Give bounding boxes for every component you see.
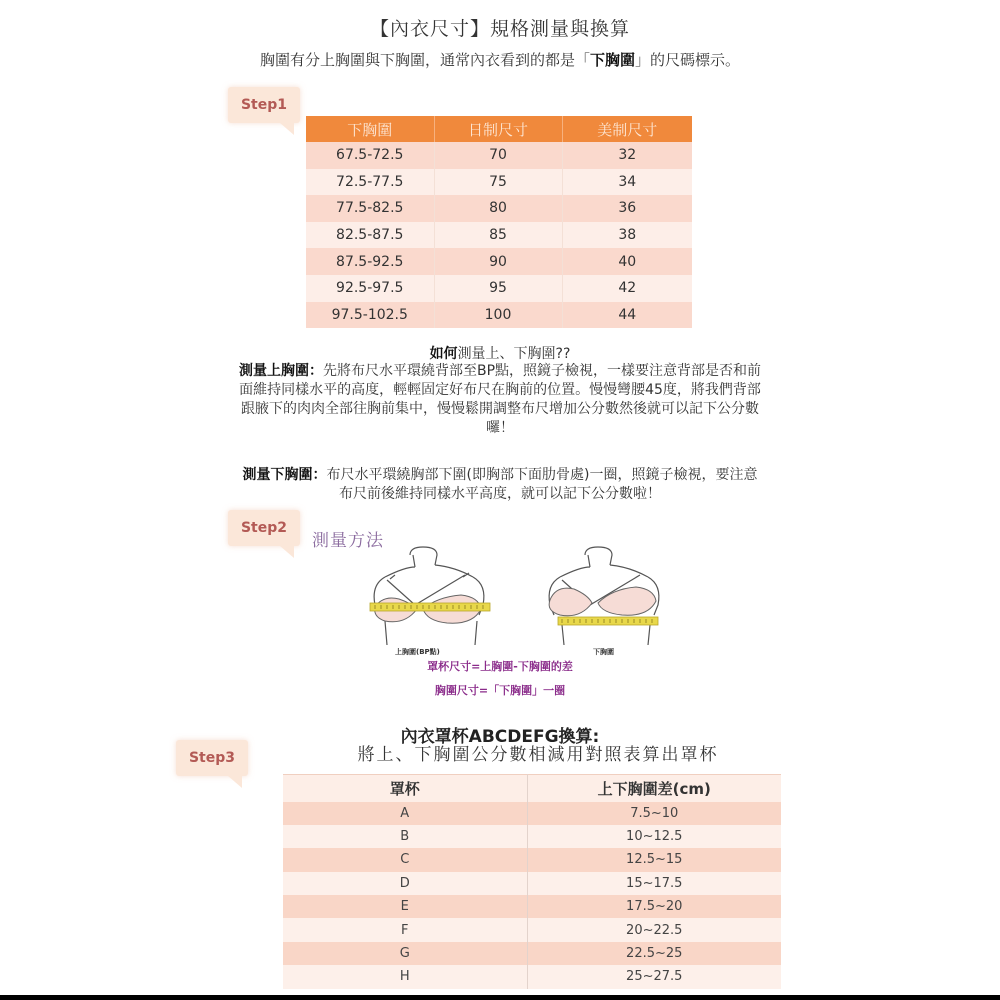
cup-conversion-subtitle: 將上、下胸圍公分數相減用對照表算出罩杯 xyxy=(357,745,719,765)
table-header-row xyxy=(306,116,692,142)
table-row xyxy=(283,918,781,941)
cell: 44 xyxy=(562,302,692,329)
upper-bust-text: 先將布尺水平環繞背部至BP點，照鏡子檢視，一樣要注意背部是否和前面維持同樣水平的高度，輕輕固定好布尺在胸前的位置。慢慢彎腰45度，將我們背部跟腋下的肉肉全部往胸前集中，慢慢鬆開調整布尺增加公分數然後就可以記下公分數囉！ xyxy=(239,363,762,436)
cell: 17.5~20 xyxy=(527,895,781,918)
under-bust-text: 布尺水平環繞胸部下圍(即胸部下面肋骨處)一圈，照鏡子檢視，要注意布尺前後維持同樣水平高度，就可以記下公分數啦！ xyxy=(326,467,758,502)
howto-title-rest: 測量上、下胸圍?? xyxy=(457,346,571,362)
table-row xyxy=(283,872,781,895)
intro-prefix: 胸圍有分上胸圍與下胸圍，通常內衣看到的都是「 xyxy=(259,51,590,69)
cell: 87.5-92.5 xyxy=(306,248,434,275)
step3-tag: Step3 xyxy=(176,740,248,776)
column-header-cup: 罩杯 xyxy=(283,775,527,802)
column-header-us-size: 美制尺寸 xyxy=(562,116,692,142)
under-bust-instructions xyxy=(236,466,764,504)
table-row xyxy=(283,848,781,871)
howto-title xyxy=(0,343,1000,363)
column-header-jp-size: 日制尺寸 xyxy=(434,116,562,142)
page-title: 【內衣尺寸】規格測量與換算 xyxy=(369,18,630,40)
band-size-formula: 胸圍尺寸=「下胸圍」一圈 xyxy=(434,684,566,697)
table-row xyxy=(283,965,781,988)
cell: C xyxy=(283,848,527,871)
table-row xyxy=(283,942,781,965)
upper-bust-caption: 上胸圍(BP點) xyxy=(395,648,440,656)
upper-bust-label: 測量上胸圍： xyxy=(238,363,323,379)
cell: 20~22.5 xyxy=(527,918,781,941)
intro-text xyxy=(230,50,770,71)
upper-bust-instructions xyxy=(236,362,764,438)
cell: 42 xyxy=(562,275,692,302)
cell: 77.5-82.5 xyxy=(306,195,434,222)
cell: 40 xyxy=(562,248,692,275)
cell: 36 xyxy=(562,195,692,222)
bust-upper-measure-illustration xyxy=(365,545,495,645)
method-label: 測量方法 xyxy=(312,531,384,551)
table-row xyxy=(283,895,781,918)
intro-suffix: 」的尺碼標示。 xyxy=(635,51,741,69)
cell: 32 xyxy=(562,142,692,169)
cell: 92.5-97.5 xyxy=(306,275,434,302)
table-row xyxy=(306,142,692,169)
column-header-underbust: 下胸圍 xyxy=(306,116,434,142)
cell: 72.5-77.5 xyxy=(306,169,434,196)
cell: D xyxy=(283,872,527,895)
step1-tag: Step1 xyxy=(228,87,300,123)
table-row xyxy=(306,275,692,302)
cell: 97.5-102.5 xyxy=(306,302,434,329)
cell: G xyxy=(283,942,527,965)
table-row xyxy=(283,802,781,825)
under-bust-label: 測量下胸圍： xyxy=(242,467,327,483)
table-row xyxy=(283,825,781,848)
cup-size-table xyxy=(283,774,781,989)
column-header-difference: 上下胸圍差(cm) xyxy=(527,775,781,802)
cell: 7.5~10 xyxy=(527,802,781,825)
cell: 10~12.5 xyxy=(527,825,781,848)
table-row xyxy=(306,302,692,329)
table-header-row xyxy=(283,775,781,802)
band-size-table xyxy=(306,116,692,328)
cell: 15~17.5 xyxy=(527,872,781,895)
intro-bold: 下胸圍 xyxy=(589,51,635,69)
cell: 67.5-72.5 xyxy=(306,142,434,169)
bust-lower-measure-illustration xyxy=(540,545,670,645)
cup-conversion-title: 內衣罩杯ABCDEFG換算: xyxy=(400,727,600,747)
cell: 22.5~25 xyxy=(527,942,781,965)
cell: 12.5~15 xyxy=(527,848,781,871)
cell: 70 xyxy=(434,142,562,169)
bottom-edge-bar xyxy=(0,995,1000,1000)
cell: 75 xyxy=(434,169,562,196)
cell: 82.5-87.5 xyxy=(306,222,434,249)
cell: H xyxy=(283,965,527,988)
cell: 100 xyxy=(434,302,562,329)
cell: 90 xyxy=(434,248,562,275)
table-row xyxy=(306,195,692,222)
cell: 85 xyxy=(434,222,562,249)
table-row xyxy=(306,169,692,196)
cell: 38 xyxy=(562,222,692,249)
cell: 25~27.5 xyxy=(527,965,781,988)
cell: 34 xyxy=(562,169,692,196)
step2-tag: Step2 xyxy=(228,510,300,546)
cell: F xyxy=(283,918,527,941)
table-row xyxy=(306,222,692,249)
cell: 95 xyxy=(434,275,562,302)
under-bust-caption: 下胸圍 xyxy=(593,648,614,656)
cell: 80 xyxy=(434,195,562,222)
cell: A xyxy=(283,802,527,825)
howto-title-bold: 如何 xyxy=(429,346,458,362)
table-row xyxy=(306,248,692,275)
cell: B xyxy=(283,825,527,848)
cell: E xyxy=(283,895,527,918)
cup-size-formula: 罩杯尺寸=上胸圍-下胸圍的差 xyxy=(427,660,573,673)
